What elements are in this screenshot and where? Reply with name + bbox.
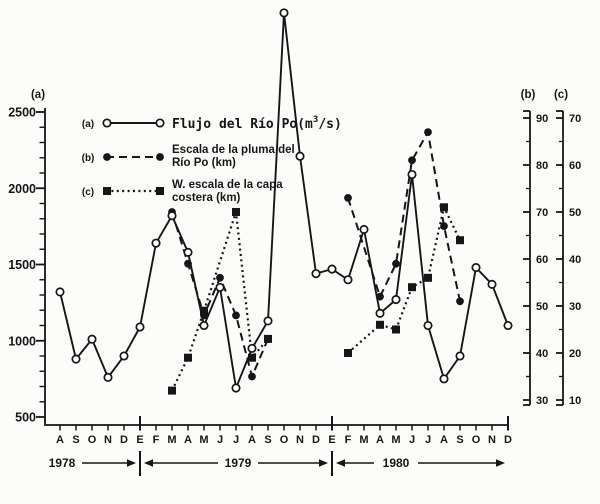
- year-arrowhead: [319, 459, 328, 467]
- month-label: M: [391, 434, 401, 446]
- month-label: D: [120, 434, 128, 446]
- series-a-point: [248, 345, 255, 352]
- series-a-point: [312, 270, 319, 277]
- legend-entry-a: [82, 115, 342, 132]
- series-a-point: [152, 239, 159, 246]
- year-label-1980: 1980: [382, 456, 410, 470]
- month-label: D: [312, 434, 320, 446]
- legend-label: Río Po (km): [172, 157, 236, 169]
- series-b-line: [348, 132, 460, 301]
- month-label: J: [232, 434, 240, 446]
- series-a: [56, 9, 511, 392]
- series-a-point: [232, 384, 239, 391]
- axis-c-tick-label: 50: [569, 207, 582, 219]
- series-c-point: [233, 209, 240, 216]
- month-label: O: [279, 434, 289, 446]
- month-label: J: [408, 434, 416, 446]
- month-label: D: [504, 434, 512, 446]
- month-label: J: [216, 434, 224, 446]
- series-a-point: [328, 265, 335, 272]
- legend-marker: [104, 154, 111, 161]
- legend-label: W. escala de la capa: [172, 179, 283, 191]
- series-b-point: [217, 274, 224, 281]
- month-label: O: [87, 434, 97, 446]
- month-label: E: [328, 434, 336, 446]
- month-label: M: [167, 434, 177, 446]
- axis-b-tick-label: 60: [536, 254, 549, 266]
- year-arrowhead: [496, 459, 505, 467]
- series-a-point: [424, 322, 431, 329]
- axis-b: [521, 89, 549, 407]
- series-a-point: [504, 322, 511, 329]
- axis-a-header: (a): [30, 89, 46, 101]
- axis-b-tick-label: 90: [536, 113, 549, 125]
- series-a-point: [488, 281, 495, 288]
- axis-b-tick-label: 80: [536, 160, 549, 172]
- series-c-point: [425, 274, 432, 281]
- series-b-point: [457, 298, 464, 305]
- series-b-point: [233, 312, 240, 319]
- series-a-point: [360, 226, 367, 233]
- legend-label: costera (km): [172, 192, 241, 204]
- series-a-point: [408, 171, 415, 178]
- month-label: E: [136, 434, 144, 446]
- series-b-point: [409, 157, 416, 164]
- series-a-point: [376, 310, 383, 317]
- year-label-1979: 1979: [224, 456, 252, 470]
- series-a-point: [168, 212, 175, 219]
- month-label: S: [72, 434, 80, 446]
- series-b-point: [249, 373, 256, 380]
- month-label: F: [344, 434, 352, 446]
- month-label: F: [152, 434, 160, 446]
- axes: [8, 89, 512, 446]
- month-label: A: [56, 434, 64, 446]
- axis-b-header: (b): [520, 89, 536, 101]
- month-label: S: [456, 434, 464, 446]
- legend-marker: [103, 119, 110, 126]
- axis-b-tick-label: 70: [536, 207, 549, 219]
- axis-a-tick-label: 500: [15, 410, 36, 425]
- month-label: N: [296, 434, 304, 446]
- series-c: [169, 204, 464, 394]
- legend-marker: [157, 154, 164, 161]
- axis-c-header: (c): [553, 89, 569, 101]
- series-a-point: [184, 249, 191, 256]
- legend-marker: [156, 119, 163, 126]
- series-b-point: [265, 336, 272, 343]
- axis-a-tick-label: 1000: [8, 334, 36, 349]
- axis-b-tick-label: 40: [536, 348, 549, 360]
- month-label: S: [264, 434, 272, 446]
- series-b-point: [441, 223, 448, 230]
- year-row: [49, 451, 505, 476]
- month-label: A: [184, 434, 192, 446]
- legend-marker: [104, 188, 111, 195]
- series-a-point: [200, 322, 207, 329]
- series-c-point: [409, 284, 416, 291]
- series-b-point: [393, 260, 400, 267]
- axis-a-tick-label: 1500: [8, 258, 36, 272]
- month-label: M: [199, 434, 209, 446]
- month-label: N: [488, 434, 496, 446]
- series-a-point: [344, 276, 351, 283]
- series-a-point: [136, 323, 143, 330]
- series-b-point: [345, 195, 352, 202]
- series-c-point: [169, 387, 176, 394]
- series-c-point: [393, 326, 400, 333]
- series-c-point: [377, 321, 384, 328]
- legend-key: (a): [81, 119, 95, 130]
- series-b-point: [425, 129, 432, 136]
- axis-c-tick-label: 40: [569, 254, 582, 266]
- series-a-point: [216, 284, 223, 291]
- year-label-1978: 1978: [48, 456, 76, 470]
- series-a-point: [72, 355, 79, 362]
- legend-key: (c): [81, 187, 95, 198]
- series-c-point: [345, 350, 352, 357]
- legend-entry-b: [82, 144, 295, 169]
- series-a-point: [104, 374, 111, 381]
- series-a-point: [264, 317, 271, 324]
- month-label: M: [359, 434, 369, 446]
- series-a-point: [88, 336, 95, 343]
- axis-b-tick-label: 30: [536, 395, 549, 407]
- legend-label: Escala de la pluma del: [172, 144, 295, 156]
- axis-b-tick-label: 50: [536, 301, 549, 313]
- series-a-point: [456, 352, 463, 359]
- legend-label: Flujo del Río $Po(m^3/s)$: [172, 115, 342, 132]
- month-label: N: [104, 434, 112, 446]
- series-a-point: [280, 9, 287, 16]
- month-label: A: [248, 434, 256, 446]
- series-a-point: [472, 264, 479, 271]
- axis-c-tick-label: 10: [569, 395, 582, 407]
- legend-marker: [157, 188, 164, 195]
- axis-c-tick-label: 20: [569, 348, 582, 360]
- year-arrowhead: [127, 459, 136, 467]
- series-a-point: [392, 296, 399, 303]
- legend-entry-c: [82, 179, 283, 204]
- year-arrowhead: [144, 459, 153, 467]
- month-label: J: [424, 434, 432, 446]
- series-a-point: [56, 288, 63, 295]
- axis-a-tick-label: 2500: [8, 105, 36, 120]
- series-c-point: [185, 354, 192, 361]
- axis-a-tick-label: 2000: [8, 181, 36, 196]
- month-label: O: [471, 434, 481, 446]
- month-label: A: [376, 434, 384, 446]
- series-a-point: [296, 153, 303, 160]
- legend-key: (b): [81, 153, 95, 164]
- axis-c: [554, 89, 581, 407]
- axis-c-tick-label: 70: [569, 113, 582, 125]
- series-a-line: [60, 13, 508, 388]
- year-arrowhead: [336, 459, 345, 467]
- series-a-point: [440, 375, 447, 382]
- month-label: A: [440, 434, 448, 446]
- axis-c-tick-label: 60: [569, 160, 582, 172]
- series-c-point: [457, 237, 464, 244]
- series-c-line: [172, 212, 268, 391]
- axis-c-tick-label: 30: [569, 301, 582, 313]
- series-a-point: [120, 352, 127, 359]
